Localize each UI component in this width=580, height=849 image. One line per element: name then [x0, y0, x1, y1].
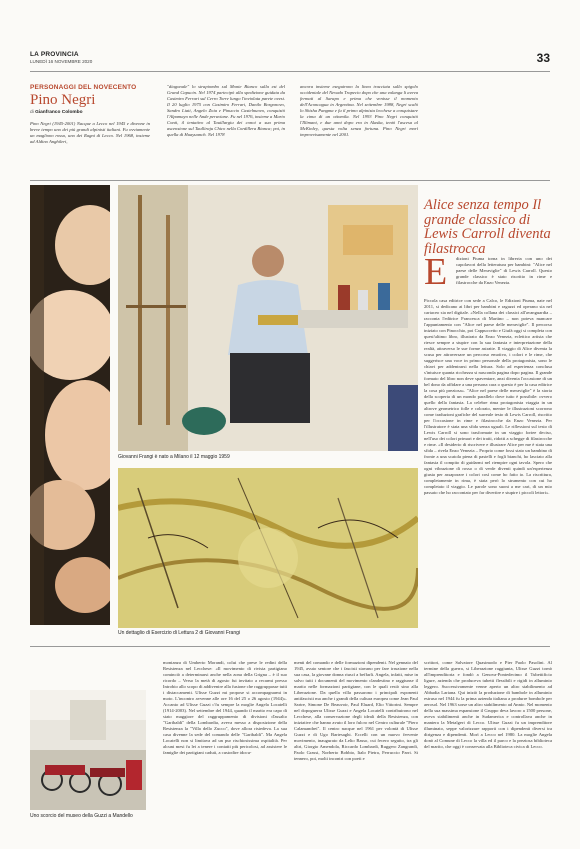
profile-column-1: Pino Negri (1945-2001) Nacque a Lecco nel 1945 e divenne in breve tempo uno dei più grandi alpinisti italiani. Fu ovviamente un magliono rosso, uno dei Ragni di Lecco. Nel 1968, insieme ad Aldino Anghileri, [30, 121, 150, 144]
feature-headline: Alice senza tempo Il grande classico di Lewis Carroll diventa filastrocca [424, 197, 551, 257]
section-rule [30, 180, 550, 181]
byline [30, 110, 83, 115]
drop-cap: E [424, 251, 448, 293]
header-rule [30, 71, 550, 72]
profile-column-3: ancora insieme eseguirono la linea tracciata sullo spigolo occidentale del Nevado Trapecio dopo che una valanga li aveva fermati al Sarapo e prima che venisse il momento dell'Aconcagua in Argentina. Nel settembre 1988, Negri scalò lo Shisha Pangma e fu il primo alpinista lecchese a conquistare la cima di un ottomila. Nel 1993 Pino Negri conquistò l'Illimani, e due anni dopo era in Alaska, tentò l'ascesa al McKinley, questa volta senza fortuna. Pino Negri morì improvvisamente nel 2001. [300, 84, 419, 137]
bottom-column-1: monianza di Umberto Morandi, colui che prese le redini della Resistenza nel Lecchese: «Il movimento di rivista partigiano cominciò a determinarsi anche nella zona della Grigna – è il suo ricordo – Verso la metà di agosto fui invitato a recarmi presso Introbio allo scopo di addivenire alla fusione che raggruppasse tutti i distaccamenti. Ulisse Guzzi mi propose si accompagnarmi in moto. L'incontro avvenne alle ore 16 del 25 o 26 agosto (1944)». Accanto ad Ulisse Guzzi c'fu sempre la moglie Angela Locatelli (1914-2003). Nel settembre del 1944, quando il marito era capo di stato maggiore del raggruppamento di divisioni d'assalto "Garibaldi" della Lombardia, aveva messo a disposizione della Resistenza la "Villa dello Zucco", dove allora risiedeva. La sua casa divenne la sede del comando delle "Garibaldi". Ma Angela Locatelli non si limitava ad un pur rischiosissima ospitalità. Per alcuni mesi fu lei a tenere i contatti più pericolosi, ad assistere le famiglie dei partigiani caduti, a custodire idocu- [163, 660, 287, 755]
author-name: Gianfranco Colombo [35, 110, 83, 115]
profile-column-4 [425, 84, 550, 176]
feature-body: Piccola casa editrice con sede a Calco, le Edizioni Piuma, nate nel 2011, si dedicano ai libri per bambini e ragazzi ed operano sia nel cartaceo sia nel digitale. «Nella collana dei classici all'avanguardia – racconta l'editrice Francesca di Martino – non poteva mancare l'appuntamento con "Alice nel paese delle meraviglie". Il percorso iniziato con Pinocchio, poi Cappuccetto e Giufà oggi si completa con quest'ultimo libro, illustrato da Enzo Venezia, eclettico artista che riesce sempre a stupire con la sua fantasia e interpretazione della realtà, attraverso le sue forme astratte. Il viaggio di Alice diventa la scusa per attraversare un percorso emotivo, i colori e le rime, che suggerisce una voce in primo personale della protagonista, sono le chiavi per addentrarsi nella lettura. Solo ad esperienza conclusa s'intuisce quanta ricchezza si nasconda pagina dopo pagina. Il grande formato del libro non deve spaventare, anzi diventa l'occasione di un bel dono da affidare a una persona cara o questo è per la casa editrice la cosa più preziosa». "Alice nel paese delle meraviglie" è la storia della scoperta di un mondo parallelo dove tutto è possibile: ovvero quello della fantasia. La celebre rima protagonista viaggia in un altrove geometrico folle e colorato, mentre le illustrazioni scorrono come traduzioni grafiche del surreale testo di Lewis Carroll, riscritto per l'occasione in rime e filastrocche da Enzo Venezia. Per l'illustratore è stata una sfida senza uguali. Le riflessioni sul testo di Lewis Carroll si sono trasformate in un viaggio fortee deciso, nell'uso dei colori primari e dei tratti, ridotti a schegge di filastrocche e rime. «Il desiderio di riscrivere e illustrare Alice per me è stata una sfida – rivela Enzo Venezia – Proprio come fossi stato un bambino di fronte a una scatola piena di pastelli e fogli bianchi, ho lasciato alla fantasia il compito di guidarmi nel riempire ogni tavola. Spero che ogni vibrazione di rosso o di verde diventi quindi un'esperienza giusta per assaporare i colori così come ho fatto io. La riscrittura, completamente in rima, è stata però lo strumento con cui ho completato il viaggio. Le parole sono suoni a me cari, di un mio passato che ho raccontato per far divertire e stupire i piccoli lettori». [424, 298, 552, 495]
bottom-column-2: menti del comando e delle formazioni dipendenti. Nel gennaio del 1945, avuto sentore che i fascisti stavano per fare irruzione nella sua casa, la giovane donna riuscì a beffarli. Angela, infatti, mise in salvo tutti i documenti del movimento clandestino e raggiunse il marito nelle formazioni partigiane, con le quali restò sino alla Liberazione. Da quella villa passarono i principali esponenti antifascisti ma anche i grandi della cultura europea come Jean Paul Sartre, Simone De Beauvoir, Paul Eluard, Elio Vittorini. Sempre nel dopoguerra Ulisse Guzzi e Angela Locatelli contribuirono nel Lecchese, alla conservazione degli ideali della Resistenza, con iniziative che hanno avuto il loro fulcro nel Centro culturale "Piero Calamandrei". Il centro nacque nel 1961 per volontà di Ulisse Guzzi e di Ugo Bartesaghi. Eccelli con un nuovo fervente movimento, inaugurato da Lelio Basso, cui fecero seguito, tra gli altri, Giorgio Amendola, Riccardo Lombardi, Ruggero Zangrandi, Paolo Grassi, Norberto Bobbio, Italo Pietra, Ferruccio Parri. Si tennero, poi, molti incontri con poeti e [294, 660, 418, 761]
profile-name: Pino Negri [30, 92, 96, 108]
bottom-column-3: scrittori, come Salvatore Quasimodo e Pier Paolo Pasolini. Al termine della guerra, si Liberazione raggiunta, Ulisse Guzzi tornò all'imprenditoria e fondò a Genova-Pontedecimo il Tubettificio ligure, azienda che produceva tubetti flessibili e rigidi in alluminio leggero. Successivamente venne aperto un altro stabilimento ad Abbadia Lariana. Qui iniziò la produzione di bambole in alluminio estruso nel 1944 fu la prima azienda italiana a produrre bombole per aerosol. Nel 1963 sorse un altro stabilimento ad Annio. Nel momento della sua massima espansione il Gruppo deva lavoro a 1500 persone, aveva stabilimenti anche in Sudamerica e controllava anche in maniera la Metalgeri di Lecco. Ulisse Guzzi fu un imprenditore illuminato, seppe valorizzare rapporti con i dipendenti diversi tra dirigenza e dipendenti. Morì a Lecco nel 1980. La moglie Angela donò al Comune di Lecco la villa ed il parco e la preziosa biblioteca del marito, che oggi è conservata alla Biblioteca civica di Lecco. [424, 660, 552, 749]
issue-date: LUNEDÌ 16 NOVEMBRE 2020 [30, 59, 93, 64]
publication-name: LA PROVINCIA [30, 51, 79, 58]
museum-caption: Uno scorcio del museo della Guzzi a Mandello [30, 813, 133, 819]
page-number: 33 [536, 51, 550, 65]
profile-column-2: "diagonale" lo strapiombo sul Monte Bianco sulla est del Grand Capucin. Nel 1974 partecipò alla spedizione guidata da Casimiro Ferrari sul Cerro Torre lungo l'inviolata parete ovest. Il 20 luglio 1975 con Casimiro Ferrari, Danilo Borgonovo, Sandro Liati, Angelo Zoia e Pinuccio Castelnuovo, conquistò l'Alpamayo nelle Ande peruviane. Fu nel 1976, insieme a Mario Conti, il tentativo al Tauillargiu dei conoi a sua prima ascensione sul Taulliraju Chico nella Cordillera Bianca; poi, in quella di Huayuanch. Nel 1978 [167, 84, 285, 137]
section-kicker: PERSONAGGI DEL NOVECENTO [30, 84, 137, 91]
byline-prefix: di [30, 110, 34, 115]
painting-detail [118, 468, 418, 628]
painting-caption: Un dettaglio di Esercizio di Lettura 2 di Giovanni Frangi [118, 630, 241, 636]
bottom-section-rule [30, 646, 550, 647]
feature-lead: dizioni Piuma torna in libreria con uno dei capolavori della letteratura per bambini: "Alice nel paese delle Meraviglie" di Lewis Carroll. Questo grande classico è stato riscritto in rime e filastrocche da Enzo Venezia. [456, 256, 552, 285]
guzzi-museum-photo [30, 690, 146, 810]
portrait-caption: Giovanni Frangi è nato a Milano il 12 maggio 1959 [118, 454, 230, 460]
page-header [30, 51, 550, 69]
frangi-portrait-photo [118, 185, 418, 451]
cherub-painting [30, 185, 110, 625]
